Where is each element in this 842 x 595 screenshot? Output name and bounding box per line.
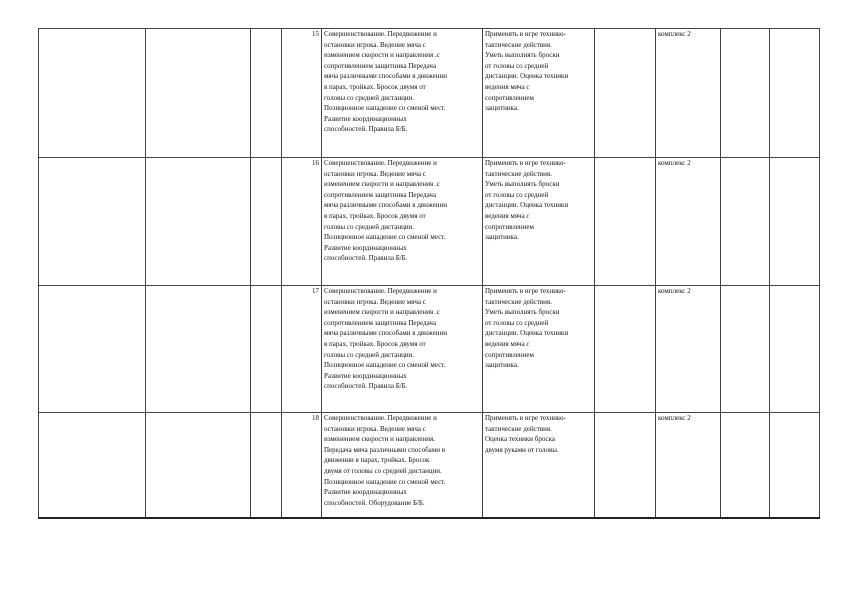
text-line: сопротивлением bbox=[485, 93, 534, 102]
text-line: Позиционное нападение со сменой мест. bbox=[324, 104, 446, 113]
empty-cell bbox=[39, 29, 146, 158]
empty-cell bbox=[721, 286, 770, 413]
text-line: от головы со средней bbox=[485, 190, 549, 199]
text-line: головы со средней дистанции. bbox=[324, 350, 415, 359]
text-line: защитника. bbox=[485, 233, 519, 242]
text-line: мяча различными способами в движении bbox=[324, 201, 448, 210]
empty-cell bbox=[146, 29, 251, 158]
text-line: сопротивлением bbox=[485, 222, 534, 231]
empty-cell bbox=[146, 413, 251, 518]
text-line: в парах, тройках. Бросок двумя от bbox=[324, 211, 426, 220]
text-line: защитника. bbox=[485, 104, 519, 113]
text-line: способностей. Оборудование Б/Б. bbox=[324, 498, 425, 507]
text-line: остановки игрока. Ведение мяча с bbox=[324, 40, 426, 49]
empty-cell bbox=[595, 286, 656, 413]
lesson-result bbox=[483, 158, 595, 286]
text-line: Позиционное нападение со сменой мест. bbox=[324, 477, 446, 486]
empty-cell bbox=[770, 29, 820, 158]
empty-cell bbox=[39, 413, 146, 518]
text-line: Совершенствование. Передвижение и bbox=[324, 414, 437, 422]
lesson-number: 17 bbox=[282, 286, 322, 413]
text-line: в парах, тройках. Бросок двумя от bbox=[324, 339, 426, 348]
text-line: ведения мяча с bbox=[485, 339, 530, 348]
text-line: остановки игрока. Ведение мяча с bbox=[324, 297, 426, 306]
text-line: сопротивлением bbox=[485, 350, 534, 359]
text-line: Уметь выполнять броски bbox=[485, 51, 560, 60]
table-row bbox=[39, 29, 820, 158]
text-line: головы со средней дистанции. bbox=[324, 93, 415, 102]
lesson-control: комплекс 2 bbox=[656, 413, 721, 518]
text-line: мяча различными способами в движении bbox=[324, 329, 448, 338]
empty-cell bbox=[721, 158, 770, 286]
text-line: Применять в игре технико- bbox=[485, 414, 566, 422]
text-line: Передача мяча различными способами в bbox=[324, 445, 446, 454]
text-line: двумя от головы со средней дистанции. bbox=[324, 466, 442, 475]
text-line: способностей. Правила Б/Б. bbox=[324, 125, 408, 134]
text-line: мяча различными способами в движении bbox=[324, 72, 448, 81]
empty-cell bbox=[251, 158, 282, 286]
empty-cell bbox=[595, 413, 656, 518]
lesson-number: 16 bbox=[282, 158, 322, 286]
lesson-number: 18 bbox=[282, 413, 322, 518]
text-line: остановки игрока. Ведение мяча с bbox=[324, 424, 426, 433]
empty-cell bbox=[721, 413, 770, 518]
lesson-content bbox=[322, 413, 483, 518]
text-line: ведения мяча с bbox=[485, 211, 530, 220]
text-line: Развитие координационных bbox=[324, 488, 407, 497]
text-line: тактические действия. bbox=[485, 297, 552, 306]
empty-cell bbox=[251, 29, 282, 158]
empty-cell bbox=[721, 29, 770, 158]
text-line: движении в парах, тройках. Бросок bbox=[324, 456, 430, 465]
text-line: ведения мяча с bbox=[485, 82, 530, 91]
text-line: Позиционное нападение со сменой мест. bbox=[324, 361, 446, 370]
text-line: изменением скорости и направления .с bbox=[324, 180, 440, 189]
text-line: от головы со средней bbox=[485, 61, 549, 70]
text-line: Совершенствование. Передвижение и bbox=[324, 30, 437, 38]
text-line: Уметь выполнять броски bbox=[485, 308, 560, 317]
lesson-content bbox=[322, 158, 483, 286]
lesson-content bbox=[322, 29, 483, 158]
lesson-result bbox=[483, 413, 595, 518]
text-line: тактические действия. bbox=[485, 40, 552, 49]
text-line: Позиционное нападение со сменой мест. bbox=[324, 233, 446, 242]
text-line: Развитие координационных bbox=[324, 371, 407, 380]
table-row bbox=[39, 158, 820, 286]
text-line: остановки игрока. Ведение мяча с bbox=[324, 169, 426, 178]
text-line: изменением скорости и направления .с bbox=[324, 51, 440, 60]
text-line: сопротивлением защитника Передача bbox=[324, 318, 437, 327]
text-line: Применять в игре технико- bbox=[485, 287, 566, 295]
lesson-number: 15 bbox=[282, 29, 322, 158]
lesson-result bbox=[483, 29, 595, 158]
text-line: Совершенствование. Передвижение и bbox=[324, 159, 437, 167]
text-line: изменением скорости и направления .с bbox=[324, 308, 440, 317]
text-line: Развитие координационных bbox=[324, 114, 407, 123]
text-line: способностей. Правила Б/Б. bbox=[324, 382, 408, 391]
text-line: дистанции. Оценка техники bbox=[485, 201, 569, 210]
empty-cell bbox=[595, 158, 656, 286]
text-line: головы со средней дистанции. bbox=[324, 222, 415, 231]
text-line: тактические действия. bbox=[485, 169, 552, 178]
text-line: дистанции. Оценка техники bbox=[485, 329, 569, 338]
lesson-control: комплекс 2 bbox=[656, 29, 721, 158]
text-line: дистанции. Оценка техники bbox=[485, 72, 569, 81]
text-line: Совершенствование. Передвижение и bbox=[324, 287, 437, 295]
text-line: от головы со средней bbox=[485, 318, 549, 327]
lesson-result bbox=[483, 286, 595, 413]
empty-cell bbox=[770, 286, 820, 413]
text-line: двумя руками от головы. bbox=[485, 445, 559, 454]
text-line: сопротивлением защитника Передача bbox=[324, 190, 437, 199]
lesson-control: комплекс 2 bbox=[656, 158, 721, 286]
text-line: защитника. bbox=[485, 361, 519, 370]
table-row bbox=[39, 413, 820, 518]
lesson-plan-table bbox=[38, 28, 820, 519]
text-line: способностей. Правила Б/Б. bbox=[324, 254, 408, 263]
text-line: сопротивлением защитника Передача bbox=[324, 61, 437, 70]
text-line: в парах, тройках. Бросок двумя от bbox=[324, 82, 426, 91]
lesson-control: комплекс 2 bbox=[656, 286, 721, 413]
text-line: изменением скорости и направления. bbox=[324, 435, 435, 444]
text-line: Оценка техники броска bbox=[485, 435, 556, 444]
empty-cell bbox=[251, 413, 282, 518]
empty-cell bbox=[39, 286, 146, 413]
text-line: тактические действия. bbox=[485, 424, 552, 433]
text-line: Применять в игре технико- bbox=[485, 30, 566, 38]
empty-cell bbox=[146, 286, 251, 413]
empty-cell bbox=[595, 29, 656, 158]
text-line: Уметь выполнять броски bbox=[485, 180, 560, 189]
lesson-content bbox=[322, 286, 483, 413]
empty-cell bbox=[39, 158, 146, 286]
text-line: Применять в игре технико- bbox=[485, 159, 566, 167]
empty-cell bbox=[770, 158, 820, 286]
empty-cell bbox=[251, 286, 282, 413]
empty-cell bbox=[770, 413, 820, 518]
text-line: Развитие координационных bbox=[324, 243, 407, 252]
empty-cell bbox=[146, 158, 251, 286]
table-row bbox=[39, 286, 820, 413]
